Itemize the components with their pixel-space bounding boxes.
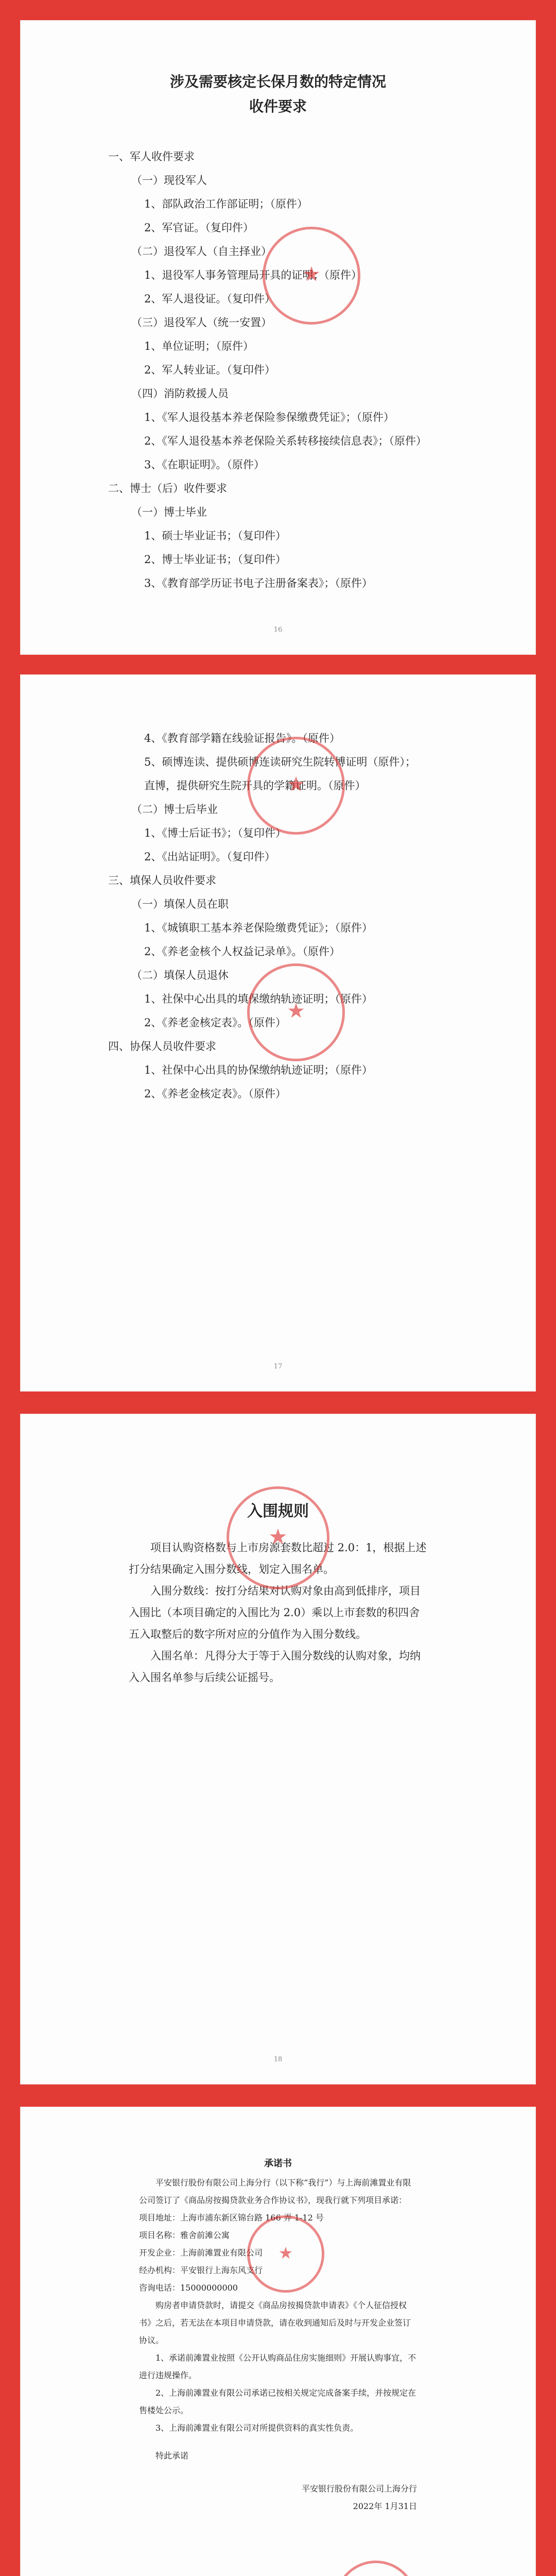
list-item: 二、博士（后）收件要求 <box>108 482 227 495</box>
list-item: 1、退役军人事务管理局开具的证明；（原件） <box>144 269 362 281</box>
list-item: 3、《在职证明》。（原件） <box>144 459 265 471</box>
list-item: 直博，提供研究生院开具的学籍证明。（原件） <box>144 779 366 792</box>
list-item: 1、单位证明；（原件） <box>144 340 254 352</box>
body-paragraph-2: 1、承诺前滩置业按照《公开认购商品住房实施细则》开展认购事宜，不进行违规操作。 <box>139 2353 416 2380</box>
bank-branch: 经办机构：平安银行上海东风支行 <box>139 2265 263 2275</box>
official-seal <box>227 1486 329 1589</box>
list-item: 1、《博士后证书》；（复印件） <box>144 827 286 839</box>
contact-phone: 咨询电话：15000000000 <box>139 2283 238 2293</box>
official-seal <box>247 737 345 835</box>
list-item: 2、《养老金核定表》。（原件） <box>144 1088 286 1100</box>
page-number: 18 <box>273 2056 283 2063</box>
signing-date: 2022年 1月31日 <box>353 2501 417 2511</box>
list-item: （一）现役军人 <box>131 174 207 187</box>
page-number: 17 <box>273 1363 283 1370</box>
official-seal <box>247 963 345 1061</box>
document-page-1 <box>21 21 535 654</box>
list-item: 2、《养老金核定表》。（原件） <box>144 1016 286 1029</box>
project-address: 项目地址：上海市浦东新区锦台路 166 弄 1-12 号 <box>139 2213 324 2223</box>
list-item: 2、军人退役证。（复印件） <box>144 293 275 305</box>
list-item: （一）填保人员在职 <box>131 898 229 910</box>
list-item: 1、硕士毕业证书；（复印件） <box>144 530 286 542</box>
document-page-2 <box>21 675 535 1391</box>
list-item: 2、《军人退役基本养老保险关系转移接续信息表》；（原件） <box>144 435 427 447</box>
rule-paragraph-2: 入围分数线：按打分结果对认购对象由高到低排序，项目入围比（本项目确定的入围比为 2.0）乘以上市套数的积四舍五入取整后的数字所对应的分值作为入围分数线。 <box>129 1585 421 1640</box>
official-seal <box>263 227 360 325</box>
list-item: 三、填保人员收件要求 <box>108 874 216 887</box>
list-item: 一、军人收件要求 <box>108 150 195 163</box>
list-item: 1、《军人退役基本养老保险参保缴费凭证》；（原件） <box>144 411 394 423</box>
list-item: 1、社保中心出具的填保缴纳轨迹证明；（原件） <box>144 993 373 1005</box>
list-item: （三）退役军人（统一安置） <box>131 316 272 329</box>
list-item: （二）退役军人（自主择业） <box>131 245 272 258</box>
document-page-4 <box>21 2107 535 2576</box>
list-item: 5、硕博连读、提供硕博连读研究生院转博证明（原件）； <box>144 756 416 768</box>
rule-paragraph-3: 入围名单：凡得分大于等于入围分数线的认购对象，均纳入入围名单参与后续公证摇号。 <box>129 1650 421 1684</box>
bank-seal <box>335 2561 417 2576</box>
list-item: 2、军人转业证。（复印件） <box>144 364 275 376</box>
list-item: 3、《教育部学历证书电子注册备案表》；（原件） <box>144 577 373 589</box>
list-item: （一）博士毕业 <box>131 506 207 518</box>
page-title-line1: 涉及需要核定长保月数的特定情况 <box>169 73 386 90</box>
body-paragraph-4: 3、上海前滩置业有限公司对所提供资料的真实性负责。 <box>155 2423 359 2433</box>
official-seal <box>247 2215 324 2293</box>
intro-paragraph: 平安银行股份有限公司上海分行（以下称“我行”）与上海前滩置业有限公司签订了《商品房按揭贷款业务合作协议书》，现我行就下列项目承诺： <box>139 2178 411 2205</box>
list-item: 2、博士毕业证书；（复印件） <box>144 553 286 566</box>
list-item: 1、部队政治工作部证明；（原件） <box>144 198 308 210</box>
list-item: 四、协保人员收件要求 <box>108 1040 216 1053</box>
document-page-3 <box>21 1414 535 2084</box>
rule-paragraph-1: 项目认购资格数与上市房源套数比超过 2.0：1，根据上述打分结果确定入围分数线，划定入围名单。 <box>129 1541 427 1575</box>
list-item: （四）消防救援人员 <box>131 387 229 400</box>
page-title: 入围规则 <box>247 1502 309 1520</box>
list-item: 2、军官证。（复印件） <box>144 222 254 234</box>
body-paragraph-1: 购房者申请贷款时，请提交《商品房按揭贷款申请表》《个人征信授权书》之后，若无法在本项目申请贷款，请在收到通知后及时与开发企业签订协议。 <box>139 2300 411 2345</box>
list-item: 4、《教育部学籍在线验证报告》。（原件） <box>144 732 340 744</box>
body-paragraph-3: 2、上海前滩置业有限公司承诺已按相关规定完成备案手续，并按规定在售楼处公示。 <box>139 2388 416 2415</box>
requirements-list <box>21 145 535 595</box>
page-title: 承诺书 <box>264 2158 292 2169</box>
list-item: （二）博士后毕业 <box>131 803 218 816</box>
page-title-line2: 收件要求 <box>249 98 307 115</box>
closing-text: 特此承诺 <box>155 2451 189 2461</box>
page-number: 16 <box>273 626 283 634</box>
developer: 开发企业：上海前滩置业有限公司 <box>139 2248 263 2258</box>
list-item: 2、《出站证明》。（复印件） <box>144 851 275 863</box>
signing-company: 平安银行股份有限公司上海分行 <box>301 2484 417 2494</box>
list-item: （二）填保人员退休 <box>131 969 229 981</box>
project-name: 项目名称：雅舍前滩公寓 <box>139 2230 230 2240</box>
list-item: 2、《养老金核个人权益记录单》。（原件） <box>144 945 340 958</box>
list-item: 1、《城镇职工基本养老保险缴费凭证》；（原件） <box>144 922 373 934</box>
list-item: 1、社保中心出具的协保缴纳轨迹证明；（原件） <box>144 1064 373 1076</box>
